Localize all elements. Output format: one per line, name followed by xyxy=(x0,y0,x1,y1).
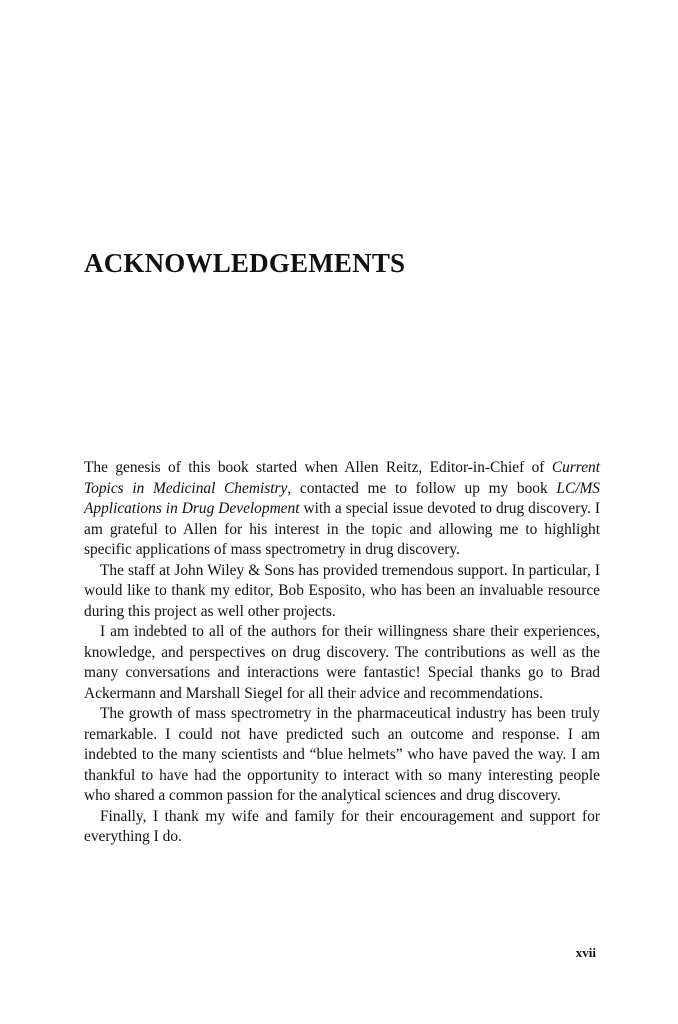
paragraph-text: The growth of mass spectrometry in the pharmaceutical industry has been truly remarkable. I could not have predicted such an outcome and response. I am indebted to the many scientists and “blue helmets” who have paved the way. I am thankful to have had the opportunity to interact with so many interesting people who shared a common passion for the analytical sciences and drug discovery. xyxy=(84,705,600,804)
book-title: LC/MS Applications in Drug Development xyxy=(84,479,601,517)
paragraph xyxy=(84,622,600,704)
paragraph-text: with a special issue devoted to drug discovery. I am grateful to Allen for his interest in the topic and allowing me to highlight specific applications of mass spectrometry in drug discovery. xyxy=(84,500,600,558)
acknowledgements-body xyxy=(84,458,600,848)
paragraph xyxy=(84,807,600,848)
page-number: xvii xyxy=(575,945,596,960)
paragraph-text: The staff at John Wiley & Sons has provided tremendous support. In particular, I would like to thank my editor, Bob Esposito, who has been an invaluable resource during this project as well other projects. xyxy=(84,561,600,620)
paragraph-text: I am indebted to all of the authors for their willingness share their experiences, knowledge, and perspectives on drug discovery. The contributions as well as the many conversations and interactions were fantastic! Special thanks go to Brad Ackermann and Marshall Siegel for all their advice and recommendations. xyxy=(84,623,600,702)
paragraph-text: , contacted me to follow up my book xyxy=(287,479,557,497)
journal-title: Current Topics in Medicinal Chemistry xyxy=(84,459,600,497)
paragraph-text: The genesis of this book started when Allen Reitz, Editor-in-Chief of xyxy=(84,459,552,476)
chapter-heading: ACKNOWLEDGEMENTS xyxy=(84,248,406,278)
paragraph xyxy=(84,458,600,561)
paragraph xyxy=(84,561,600,623)
paragraph-text: Finally, I thank my wife and family for their encouragement and support for everything I do. xyxy=(84,807,600,845)
paragraph xyxy=(84,704,600,807)
